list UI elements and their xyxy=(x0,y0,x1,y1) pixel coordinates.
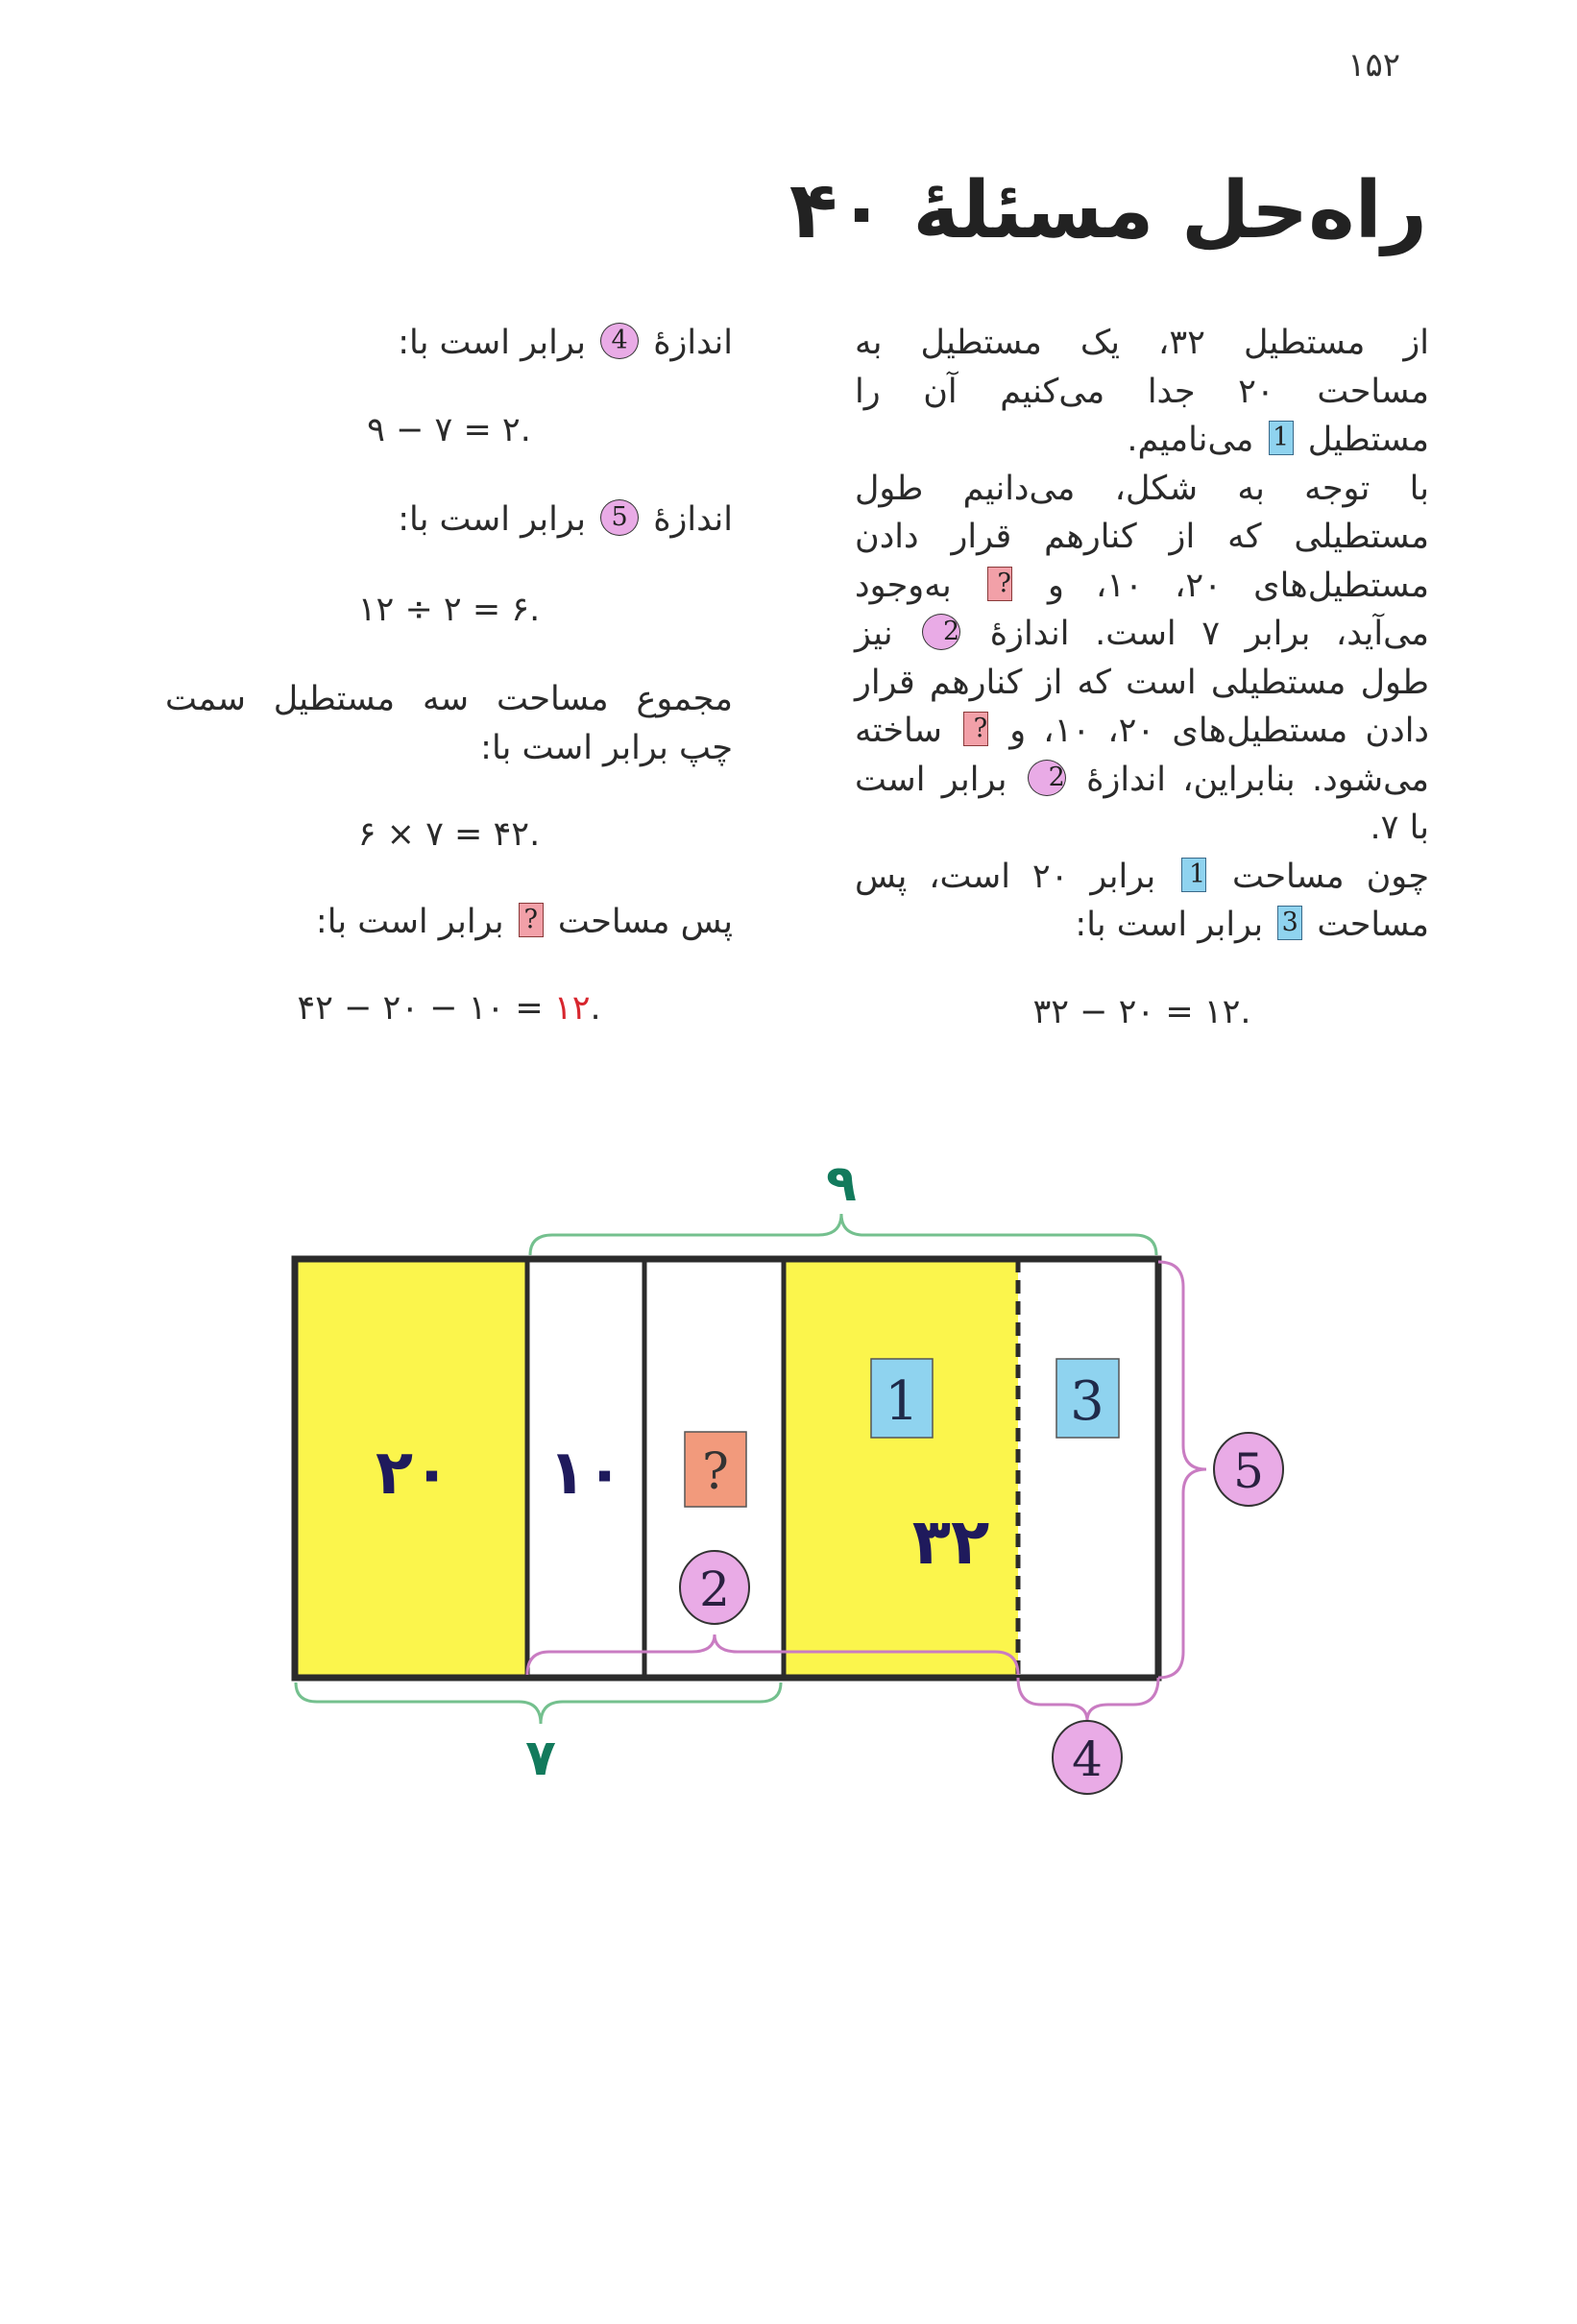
text-segment: ۱۲ ÷ ۲ = ۶. xyxy=(357,590,541,629)
text-segment: نیز xyxy=(855,615,919,653)
text-segment: برابر است با: xyxy=(315,902,515,941)
circle-2-label: 2 xyxy=(699,1561,730,1617)
text-segment: برابر است xyxy=(855,760,1024,799)
text-segment: . xyxy=(590,989,601,1028)
square-blue-badge: 1 xyxy=(1269,421,1294,455)
length-bottom-label: ۷ xyxy=(525,1730,556,1787)
rect-32-part-1 xyxy=(784,1259,1018,1678)
text-segment: اندازهٔ xyxy=(643,324,733,362)
circle-4-label: 4 xyxy=(1072,1731,1103,1787)
label-area-10: ۱۰ xyxy=(547,1438,624,1509)
text-segment: با ۷. xyxy=(1370,809,1429,847)
circle-badge: 5 xyxy=(600,499,639,536)
text-segment: ۳۲ − ۲۰ = ۱۲. xyxy=(1032,992,1251,1031)
box-3-label: 3 xyxy=(1070,1370,1104,1433)
brace-top-9 xyxy=(530,1214,1156,1255)
text-segment: مستطیلی که از کنارهم قرار دادن xyxy=(855,518,1429,556)
text-segment: ۶ × ۷ = ۴۲. xyxy=(357,815,541,854)
text-segment: برابر ۲۰ است، پس xyxy=(855,857,1178,896)
text-segment: مستطیل xyxy=(1297,421,1429,459)
text-segment: با توجه به شکل، می‌دانیم طول xyxy=(855,469,1429,508)
text-segment: برابر است با: xyxy=(398,324,597,362)
unknown-box-label: ? xyxy=(702,1443,729,1501)
text-segment: مساحت xyxy=(1306,906,1429,944)
length-top-label: ۹ xyxy=(826,1155,857,1213)
brace-4 xyxy=(1018,1678,1158,1721)
text-segment: مستطیل‌های ۲۰، ۱۰، و xyxy=(1015,566,1430,605)
text-segment: مساحت ۲۰ جدا می‌کنیم آن را xyxy=(855,372,1429,411)
square-blue-badge: 1 xyxy=(1181,858,1206,892)
brace-bottom-7 xyxy=(296,1682,781,1724)
text-segment: چپ برابر است با: xyxy=(480,728,733,767)
brace-5 xyxy=(1158,1262,1206,1678)
text-segment: می‌شود. بنابراین، اندازهٔ xyxy=(1069,760,1429,799)
text-segment: اندازهٔ xyxy=(643,500,733,539)
square-red-badge: ? xyxy=(963,712,988,746)
circle-badge: 4 xyxy=(600,323,639,359)
square-red-badge: ? xyxy=(987,567,1012,601)
text-segment: برابر است با: xyxy=(398,500,597,539)
highlighted-result: ۱۲ xyxy=(553,989,591,1028)
text-segment: به‌وجود xyxy=(855,566,983,605)
text-segment: از مستطیل ۳۲، یک مستطیل به xyxy=(855,324,1429,362)
text-segment: ساخته xyxy=(855,712,960,750)
square-blue-badge: 3 xyxy=(1277,906,1302,940)
circle-badge: 2 xyxy=(922,614,960,650)
text-segment: طول مستطیلی است که از کنارهم قرار xyxy=(855,663,1429,702)
text-segment: مجموع مساحت سه مستطیل سمت xyxy=(165,680,733,718)
label-area-32: ۳۲ xyxy=(911,1505,990,1579)
text-segment: دادن مستطیل‌های ۲۰، ۱۰، و xyxy=(992,712,1430,750)
box-1-label: 1 xyxy=(885,1370,919,1433)
text-segment: چون مساحت xyxy=(1210,857,1430,896)
text-segment: می‌نامیم. xyxy=(1127,421,1265,459)
text-segment: پس مساحت xyxy=(546,902,733,941)
page-number: ۱۵۲ xyxy=(1347,46,1400,85)
label-area-20: ۲۰ xyxy=(375,1438,451,1509)
square-red-badge: ? xyxy=(519,903,544,937)
circle-badge: 2 xyxy=(1028,760,1066,796)
text-segment: ۴۲ − ۲۰ − ۱۰ = xyxy=(297,989,554,1028)
text-segment: برابر است با: xyxy=(1075,906,1274,944)
circle-5-label: 5 xyxy=(1233,1443,1264,1499)
page-title: راه‌حل مسئلهٔ ۴۰ xyxy=(788,165,1427,256)
text-segment: ۹ − ۷ = ۲. xyxy=(367,410,531,449)
text-segment: می‌آید، برابر ۷ است. اندازهٔ xyxy=(964,615,1429,653)
